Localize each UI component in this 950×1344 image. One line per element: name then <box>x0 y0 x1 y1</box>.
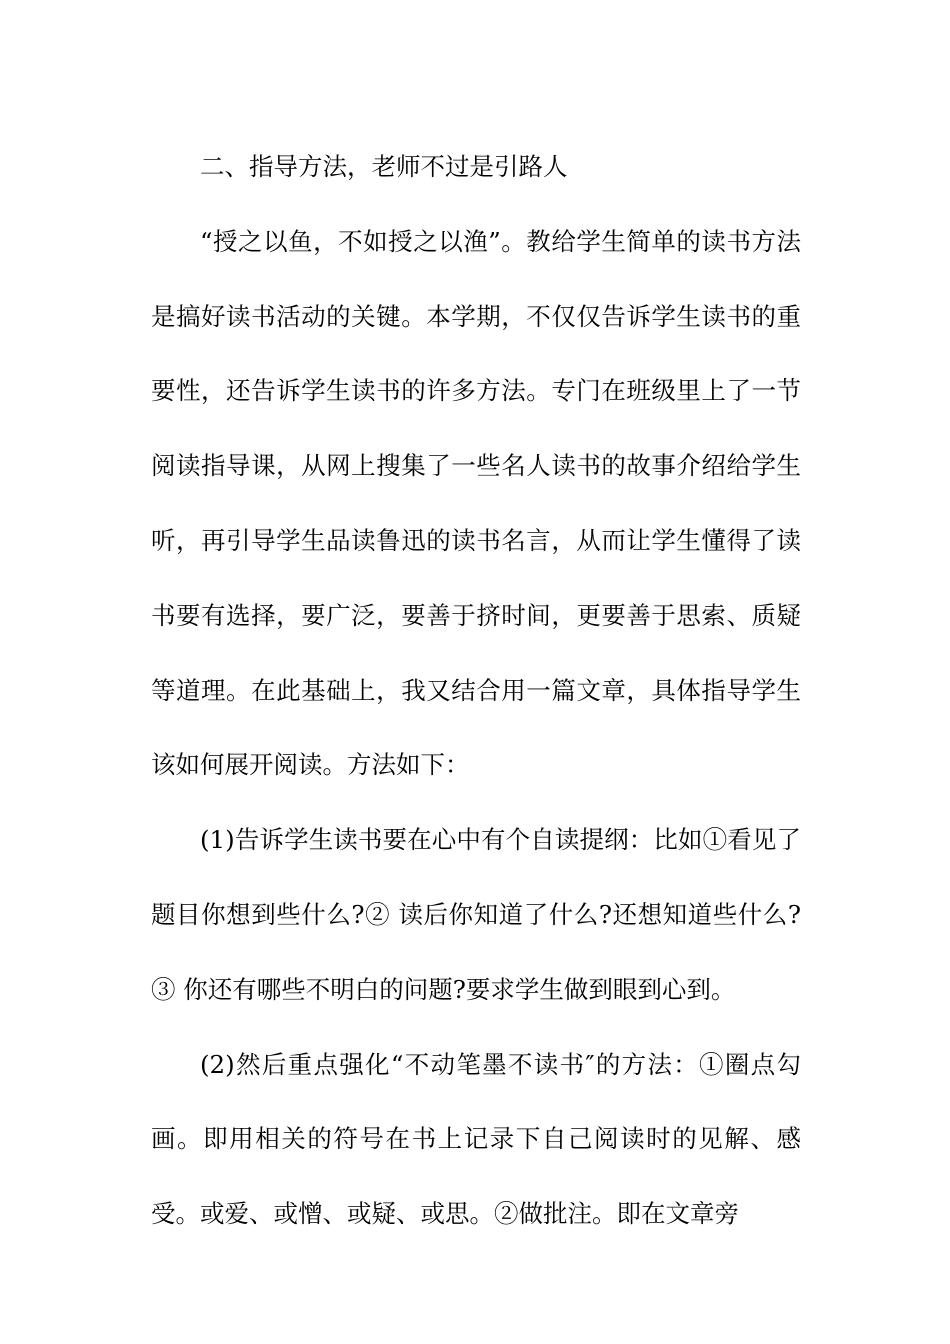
section-heading: 二、指导方法，老师不过是引路人 <box>200 152 568 181</box>
paragraph-method-1: (1)告诉学生读书要在心中有个自读提纲：比如①看见了题目你想到些什么?② 读后你知道了什么?还想知道些什么?③ 你还有哪些不明白的问题?要求学生做到眼到心到。 <box>151 825 801 1004</box>
document-body <box>151 130 801 1252</box>
paragraph-method-2: (2)然后重点强化“不动笔墨不读书″的方法：①圈点勾画。即用相关的符号在书上记录下自己阅读时的见解、感受。或爱、或憎、或疑、或思。②做批注。即在文章旁 <box>151 1049 801 1229</box>
paragraph-intro: “授之以鱼，不如授之以渔”。教给学生简单的读书方法是搞好读书活动的关键。本学期，不仅仅告诉学生读书的重要性，还告诉学生读书的许多方法。专门在班级里上了一节阅读指导课，从网上搜集了一些名人读书的故事介绍给学生听，再引导学生品读鲁迅的读书名言，从而让学生懂得了读书要有选择，要广泛，要善于挤时间，更要善于思索、质疑等道理。在此基础上，我又结合用一篇文章，具体指导学生该如何展开阅读。方法如下： <box>151 226 801 780</box>
